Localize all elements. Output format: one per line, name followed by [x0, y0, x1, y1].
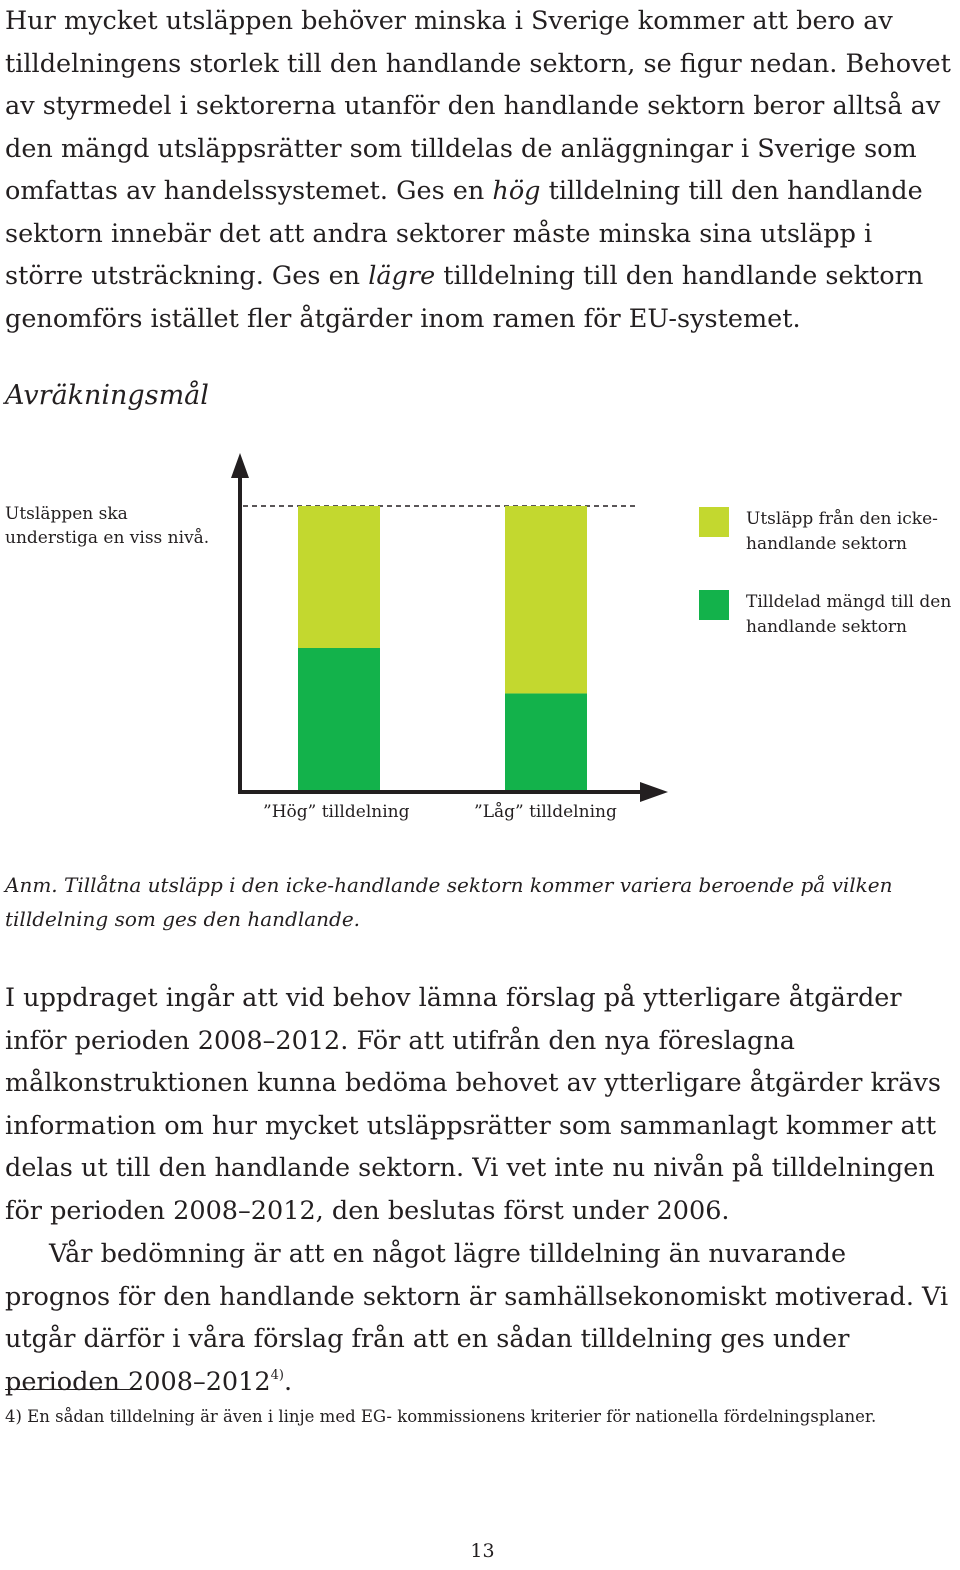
paragraph-2	[5, 1233, 957, 1403]
bar-lag-trading	[505, 693, 587, 790]
bar-hog-non-trading	[298, 506, 380, 648]
page-number: 13	[470, 1540, 495, 1562]
bar-lag-non-trading	[505, 506, 587, 693]
intro-text-1: Hur mycket utsläppen behöver minska i Sverige kommer att bero av tilldelningens storlek till den handlande sektorn, se figur nedan. Behovet av styrmedel i sektorerna utanför den handlande sektorn beror alltså av den mängd utsläppsrätter som tilldelas de anläggningar i Sverige som omfattas av handelssystemet. Ges en	[5, 6, 951, 206]
intro-text-2: tilldelning till den handlande sektorn innebär det att andra sektorer måste minska sina utsläpp i större utsträckning. Ges en	[5, 176, 923, 291]
x-axis-arrowhead	[640, 782, 668, 802]
figure-note: Anm. Tillåtna utsläpp i den icke-handlande sektorn kommer variera beroende på vilken tilldelning som ges den handlande.	[5, 873, 893, 931]
stacked-bar-chart	[0, 440, 700, 810]
legend-swatch-non-trading	[699, 507, 729, 537]
level-note: Utsläppen ska understiga en viss nivå.	[5, 504, 210, 548]
bar-hog-trading	[298, 648, 380, 790]
emphasis-hog: hög	[492, 176, 541, 206]
footnote: 4) En sådan tilldelning är även i linje med EG- kommissionens kriterier för nationella fördelningsplaner.	[5, 1407, 877, 1426]
footnote-rule	[5, 1389, 130, 1390]
intro-text-3: tilldelning till den handlande sektorn genomförs istället fler åtgärder inom ramen för EU-systemet.	[5, 261, 924, 334]
footnote-reference: 4)	[270, 1367, 284, 1383]
legend-label-non-trading: Utsläpp från den icke-handlande sektorn	[746, 509, 938, 554]
paragraph-2-text: Vår bedömning är att en något lägre tilldelning än nuvarande prognos för den handlande sektorn är samhällsekonomiskt motiverad. Vi utgår därför i våra förslag från att en sådan tilldelning ges under perioden 2008–2012	[5, 1239, 949, 1397]
paragraph-1: I uppdraget ingår att vid behov lämna förslag på ytterligare åtgärder inför perioden 2008–2012. För att utifrån den nya föreslagna målkonstruktionen kunna bedöma behovet av ytterligare åtgärder krävs information om hur mycket utsläppsrätter som sammanlagt kommer att delas ut till den handlande sektorn. Vi vet inte nu nivån på tilldelningen för perioden 2008–2012, den beslutas först under 2006.	[5, 983, 941, 1226]
bars-group	[298, 506, 587, 790]
intro-paragraph	[5, 0, 957, 340]
legend-swatch-trading	[699, 590, 729, 620]
section-heading: Avräkningsmål	[5, 380, 209, 411]
legend-label-trading: Tilldelad mängd till den handlande sektorn	[746, 592, 952, 637]
x-label-lag: ”Låg” tilldelning	[474, 802, 617, 822]
paragraph-2-end: .	[283, 1366, 293, 1397]
emphasis-lagre: lägre	[368, 261, 436, 291]
x-label-hog: ”Hög” tilldelning	[263, 802, 410, 822]
